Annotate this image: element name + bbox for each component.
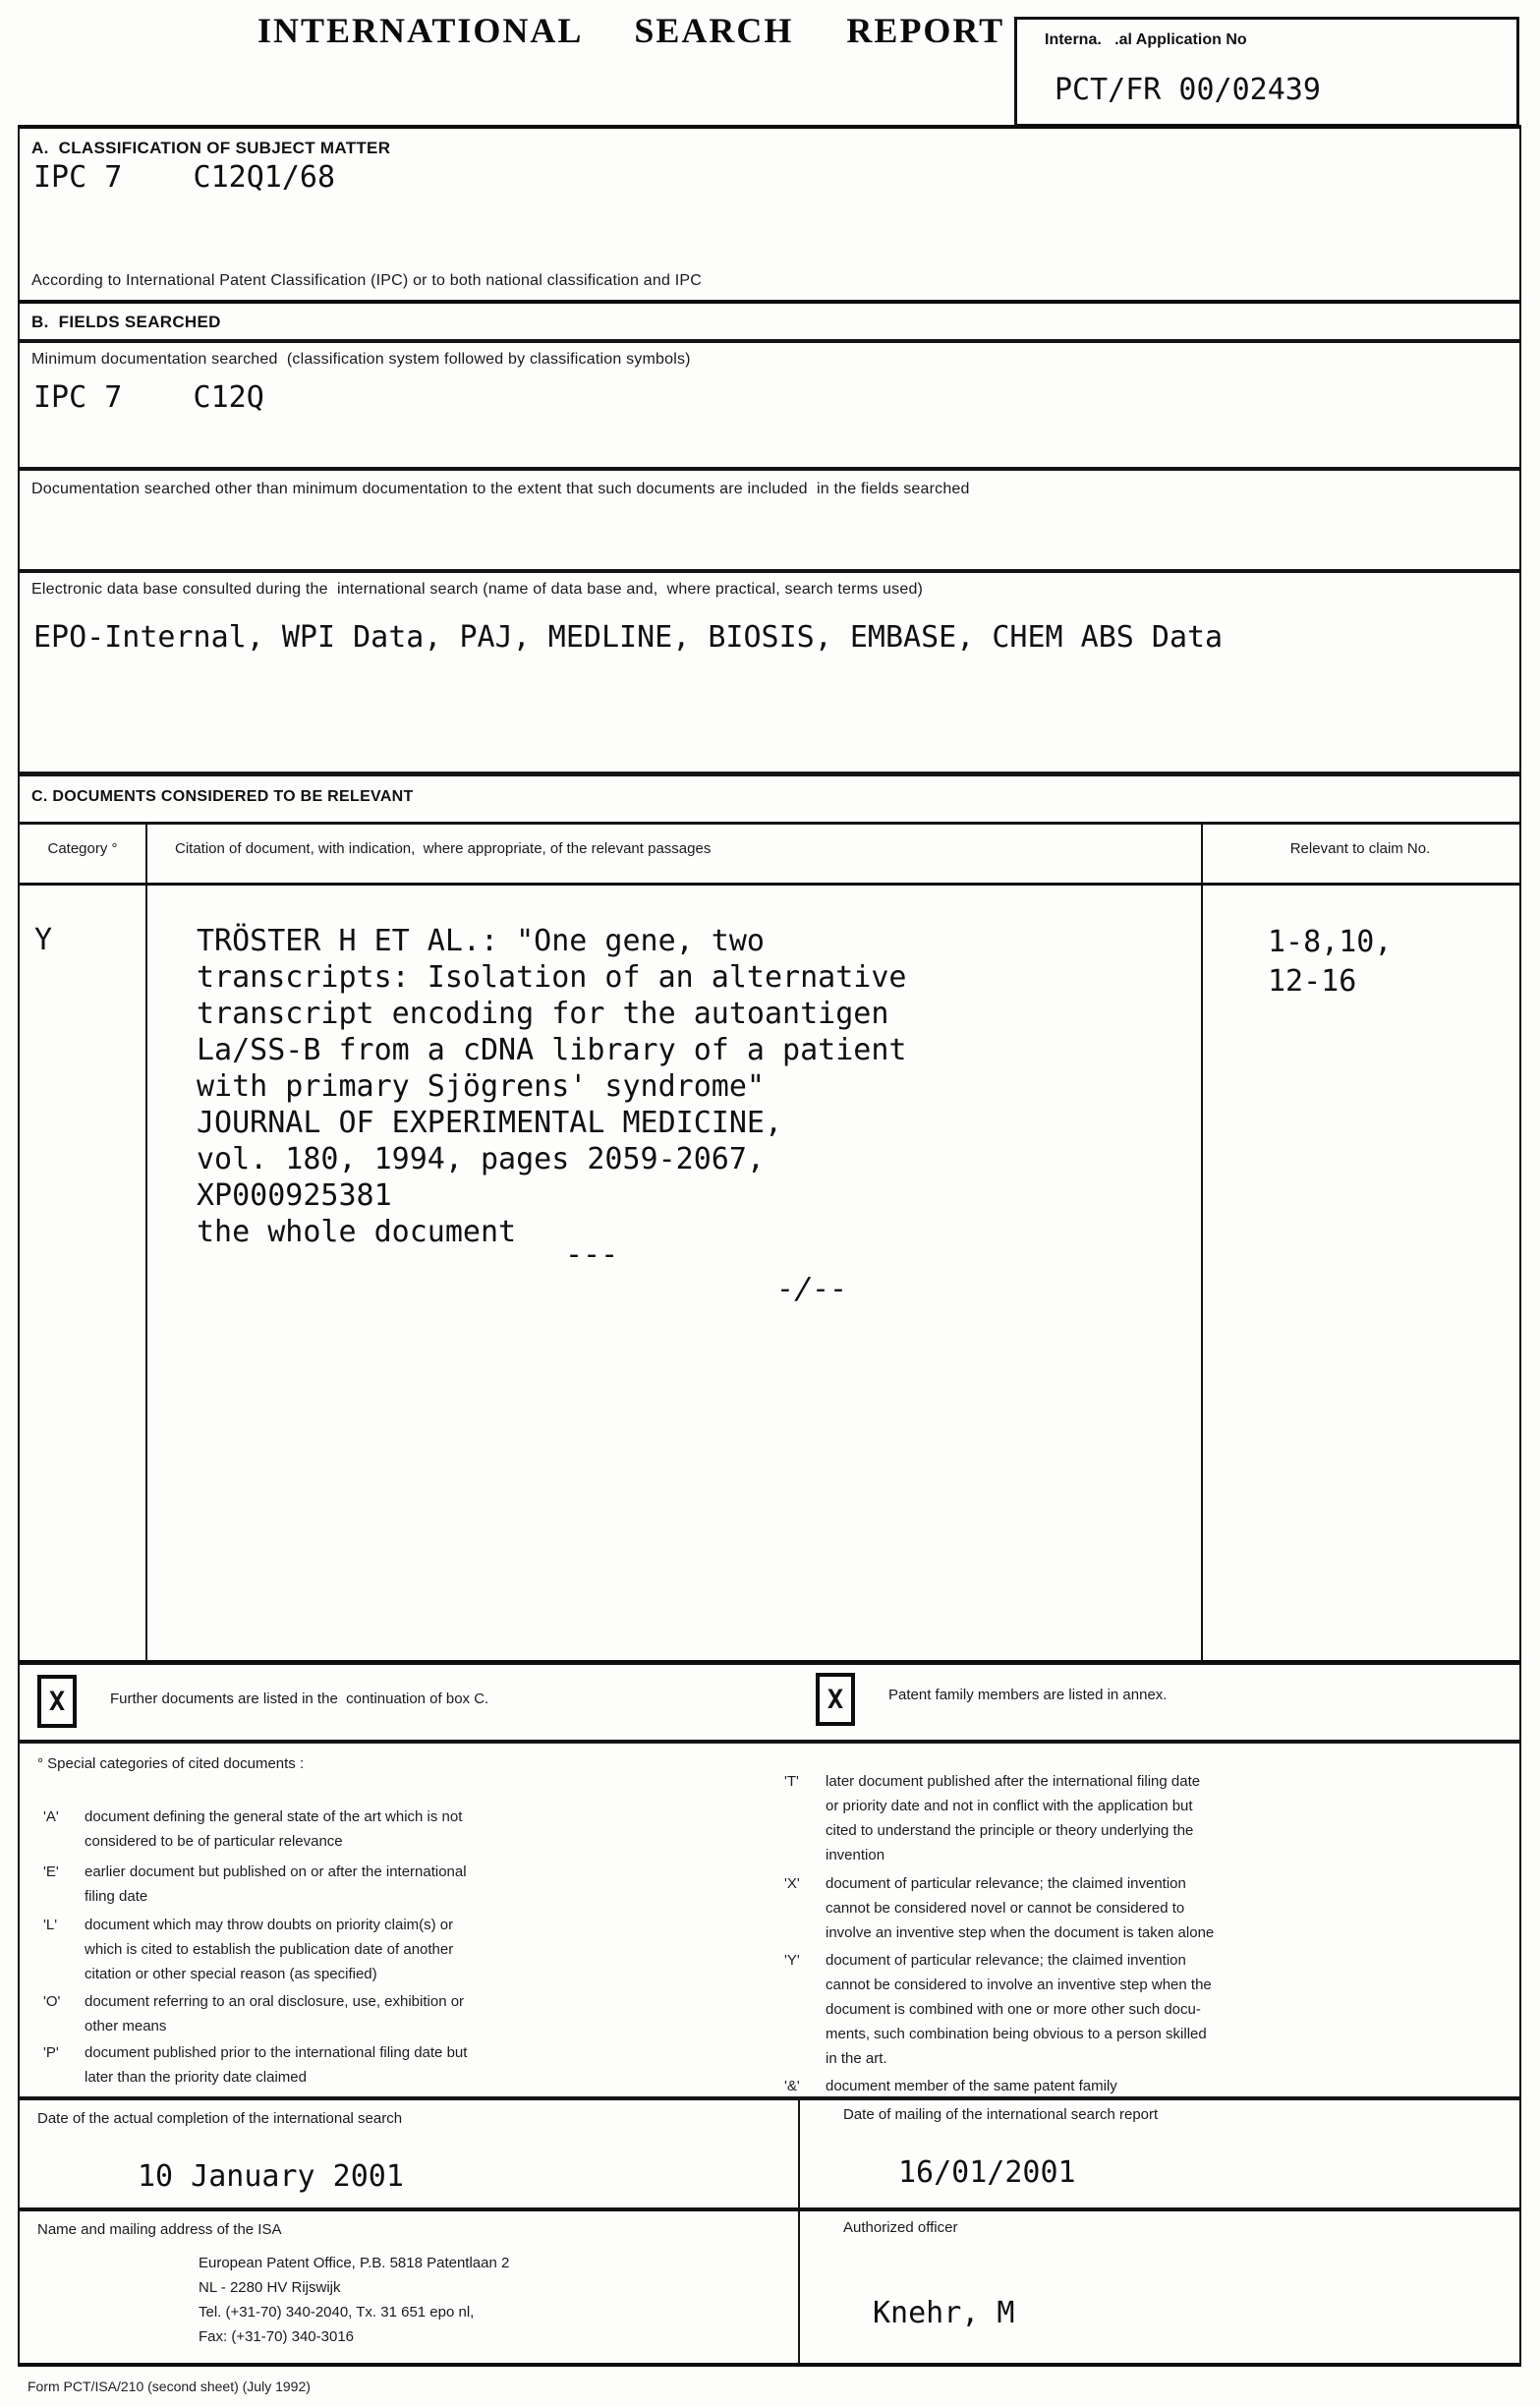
authorized-officer-label: Authorized officer bbox=[843, 2219, 958, 2236]
legend-text-amp: document member of the same patent family bbox=[826, 2078, 1117, 2094]
continuation-separator: -/-- bbox=[774, 1272, 850, 1306]
documents-table bbox=[18, 823, 1521, 1663]
legend-text-l: document which may throw doubts on priority claim(s) or which is cited to establish the publication date of another citation or other special reason (as specified) bbox=[85, 1917, 454, 1982]
further-docs-label: Further documents are listed in the continuation of box C. bbox=[110, 1691, 489, 1707]
section-c-band bbox=[18, 774, 1521, 824]
patent-family-label: Patent family members are listed in annex. bbox=[888, 1687, 1168, 1703]
patent-family-checkbox: X bbox=[816, 1673, 855, 1726]
mailing-date-label: Date of mailing of the international search report bbox=[843, 2106, 1159, 2123]
authorized-officer-value: Knehr, M bbox=[873, 2296, 1015, 2330]
legend-code-p: 'P' bbox=[43, 2044, 59, 2061]
further-docs-checkbox: X bbox=[37, 1675, 77, 1728]
isa-address: European Patent Office, P.B. 5818 Patentlaan 2 NL - 2280 HV Rijswijk Tel. (+31-70) 340-2040, Tx. 31 651 epo nl, Fax: (+31-70) 340-3016 bbox=[199, 2255, 510, 2345]
legend-code-e: 'E' bbox=[43, 1863, 59, 1880]
table-header-row bbox=[20, 825, 1519, 886]
ipc-note: According to International Patent Classification (IPC) or to both national classification and IPC bbox=[31, 272, 702, 289]
legend-code-l: 'L' bbox=[43, 1917, 58, 1933]
form-footer: Form PCT/ISA/210 (second sheet) (July 1992) bbox=[28, 2378, 311, 2394]
table-divider-claims bbox=[1201, 825, 1203, 1660]
legend-code-t: 'T' bbox=[784, 1773, 799, 1790]
section-c-heading: C. DOCUMENTS CONSIDERED TO BE RELEVANT bbox=[31, 788, 414, 805]
ipc-classification-value: IPC 7 C12Q1/68 bbox=[33, 160, 336, 195]
legend-item-y bbox=[784, 1948, 1472, 2071]
section-a-classification bbox=[18, 125, 1521, 302]
isa-name-label: Name and mailing address of the ISA bbox=[37, 2221, 282, 2238]
section-b-heading: B. FIELDS SEARCHED bbox=[31, 313, 221, 331]
legend-text-x: document of particular relevance; the claimed invention cannot be considered novel or cannot be considered to involve an inventive step when the document is taken alone bbox=[826, 1875, 1215, 1941]
citation-claims: 1-8,10, 12-16 bbox=[1268, 925, 1393, 999]
legend-item-o bbox=[43, 1989, 672, 2038]
application-no-value: PCT/FR 00/02439 bbox=[1055, 73, 1321, 107]
citation-separator: --- bbox=[565, 1237, 619, 1272]
column-header-claims: Relevant to claim No. bbox=[1289, 840, 1431, 857]
section-a-heading: A. CLASSIFICATION OF SUBJECT MATTER bbox=[31, 139, 391, 157]
legend-text-e: earlier document but published on or after the international filing date bbox=[85, 1863, 467, 1905]
application-no-box bbox=[1014, 17, 1519, 127]
dates-divider bbox=[798, 2100, 800, 2207]
dates-row bbox=[18, 2098, 1521, 2209]
minimum-doc-value: IPC 7 C12Q bbox=[33, 380, 264, 415]
completion-date-label: Date of the actual completion of the international search bbox=[37, 2110, 403, 2127]
legend-code-x: 'X' bbox=[784, 1875, 800, 1892]
page-title: INTERNATIONAL SEARCH REPORT bbox=[257, 11, 1005, 50]
legend-code-y: 'Y' bbox=[784, 1952, 800, 1969]
electronic-db-cell bbox=[18, 571, 1521, 774]
completion-date-value: 10 January 2001 bbox=[138, 2159, 404, 2194]
legend-text-a: document defining the general state of the art which is not considered to be of particular relevance bbox=[85, 1808, 463, 1850]
legend-text-o: document referring to an oral disclosure, use, exhibition or other means bbox=[85, 1993, 465, 2034]
legend-item-t bbox=[784, 1769, 1472, 1867]
legend-heading: ° Special categories of cited documents : bbox=[37, 1755, 305, 1772]
electronic-db-value: EPO-Internal, WPI Data, PAJ, MEDLINE, BIOSIS, EMBASE, CHEM ABS Data bbox=[33, 620, 1224, 655]
minimum-doc-label: Minimum documentation searched (classification system followed by classification symbols) bbox=[31, 351, 691, 368]
application-no-label: Interna. .al Application No bbox=[1045, 31, 1247, 48]
legend-text-p: document published prior to the international filing date but later than the priority date claimed bbox=[85, 2044, 468, 2086]
isa-divider bbox=[798, 2211, 800, 2363]
legend-item-amp bbox=[784, 2074, 1472, 2098]
legend-code-o: 'O' bbox=[43, 1993, 61, 2010]
column-header-citation: Citation of document, with indication, where appropriate, of the relevant passages bbox=[175, 840, 712, 857]
minimum-documentation-cell bbox=[18, 341, 1521, 469]
other-doc-label: Documentation searched other than minimum documentation to the extent that such documents are included in the fields searched bbox=[31, 481, 970, 497]
legend-item-a bbox=[43, 1805, 672, 1854]
legend-item-l bbox=[43, 1913, 672, 1986]
citation-text: TRÖSTER H ET AL.: "One gene, two transcripts: Isolation of an alternative transcript encoding for the autoantigen La/SS-B from a cDNA library of a patient with primary Sjögrens' syndrome" JOURNAL OF EXPERIMENTAL MEDICINE, vol. 180, 1994, pages 2059-2067, XP000925381 the whole document bbox=[197, 924, 907, 1249]
electronic-db-label: Electronic data base consulted during the international search (name of data base and, where practical, search terms used) bbox=[31, 581, 924, 598]
column-header-category: Category ° bbox=[47, 840, 118, 857]
legend-item-e bbox=[43, 1860, 672, 1909]
special-categories-legend bbox=[18, 1742, 1521, 2098]
citation-category: Y bbox=[34, 923, 53, 957]
legend-code-amp: '&' bbox=[784, 2078, 800, 2094]
other-documentation-cell bbox=[18, 469, 1521, 571]
legend-item-x bbox=[784, 1871, 1472, 1945]
table-divider-category bbox=[145, 825, 147, 1660]
mailing-date-value: 16/01/2001 bbox=[898, 2155, 1076, 2190]
isa-row bbox=[18, 2209, 1521, 2367]
checkbox-row bbox=[18, 1663, 1521, 1742]
legend-code-a: 'A' bbox=[43, 1808, 59, 1825]
legend-text-t: later document published after the international filing date or priority date and not in conflict with the application but cited to understand the principle or theory underlying the invention bbox=[826, 1773, 1201, 1863]
legend-text-y: document of particular relevance; the claimed invention cannot be considered to involve an inventive step when the document is combined with one or more other such docu- ments, such combination being obvious to a person skilled in the art. bbox=[826, 1952, 1212, 2067]
section-b-band bbox=[18, 300, 1521, 341]
legend-item-p bbox=[43, 2040, 672, 2090]
